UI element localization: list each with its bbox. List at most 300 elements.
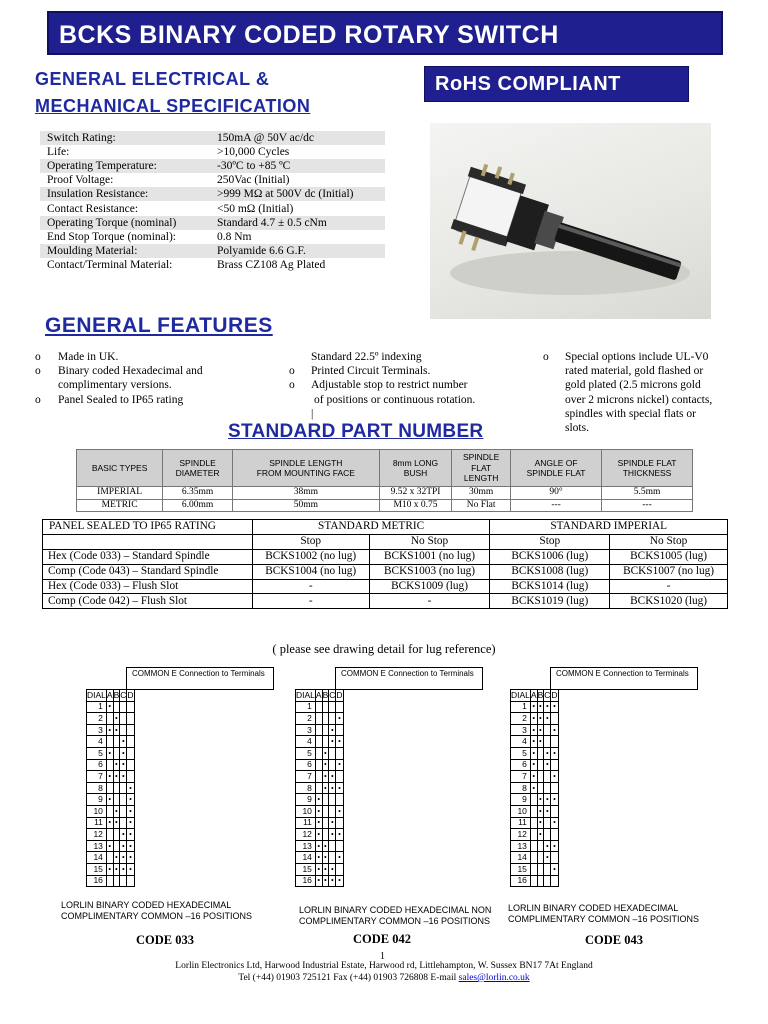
dial-number: 12 (511, 829, 531, 841)
contact-dot: • (108, 770, 112, 781)
grid-cell (120, 852, 127, 864)
grid-col-header: DIAL (511, 689, 530, 700)
contact-dot: • (552, 863, 556, 874)
grid-cell (120, 805, 127, 817)
dial-number: 10 (511, 805, 531, 817)
bullet-mark: o (35, 365, 41, 378)
grid-row (296, 805, 344, 817)
contact-dot: • (545, 759, 549, 770)
dial-number: 12 (296, 829, 316, 841)
grid-cell (336, 713, 343, 725)
grid-row (296, 863, 344, 875)
grid-cell (336, 875, 343, 887)
grid-row (296, 724, 344, 736)
grid-cell (322, 805, 329, 817)
panel-part-number: BCKS1020 (lug) (610, 594, 728, 609)
feature-item: Standard 22.5º indexing (311, 351, 422, 363)
panel-part-number: - (252, 594, 369, 609)
dial-number: 3 (87, 724, 107, 736)
grid-cell (322, 863, 329, 875)
grid-row (511, 863, 559, 875)
std-cell: --- (602, 499, 693, 512)
grid-cell (113, 863, 120, 875)
contact-dot: • (317, 852, 321, 863)
grid-row (511, 817, 559, 829)
spec-row (40, 159, 385, 173)
grid-cell (315, 875, 322, 887)
contact-dot: • (545, 701, 549, 712)
spec-value: >10,000 Cycles (217, 146, 290, 159)
contact-dot: • (552, 817, 556, 828)
panel-part-table (42, 519, 728, 609)
grid-cell (329, 736, 336, 748)
grid-caption (61, 900, 252, 922)
dial-number: 4 (87, 736, 107, 748)
std-col-header-line: BASIC TYPES (91, 462, 148, 473)
grid-row (296, 829, 344, 841)
grid-cell (120, 817, 127, 829)
grid-cell (537, 713, 544, 725)
grid-code-label: CODE 042 (353, 932, 411, 946)
grid-row (87, 817, 135, 829)
contact-dot: • (532, 759, 536, 770)
grid-cell (113, 840, 120, 852)
contact-dot: • (552, 747, 556, 758)
std-col-header (511, 450, 602, 487)
contact-dot: • (121, 852, 125, 863)
grid-col-header: C (120, 689, 127, 700)
std-col-header (77, 450, 163, 487)
panel-part-number: BCKS1004 (no lug) (252, 564, 369, 579)
dial-number: 2 (87, 713, 107, 725)
grid-cell (315, 713, 322, 725)
std-cell: 90° (511, 487, 602, 500)
spec-key: Insulation Resistance: (40, 187, 210, 201)
grid-cell (336, 724, 343, 736)
contact-dot: • (532, 747, 536, 758)
grid-row (296, 736, 344, 748)
grid-cell (336, 852, 343, 864)
grid-cell (106, 875, 113, 887)
grid-cell (113, 736, 120, 748)
spec-key: Contact/Terminal Material: (47, 258, 173, 271)
grid-cell (537, 747, 544, 759)
std-col-header (379, 450, 451, 487)
dial-number: 16 (511, 875, 531, 887)
grid-cell (120, 782, 127, 794)
contact-dot: • (121, 747, 125, 758)
panel-row (43, 579, 728, 594)
contact-dot: • (337, 805, 341, 816)
bullet-mark: o (289, 379, 295, 392)
grid-cell (336, 736, 343, 748)
rohs-label: RoHS COMPLIANT (435, 73, 621, 95)
contact-dot: • (128, 805, 132, 816)
spec-key: Life: (47, 146, 70, 159)
contact-dot: • (114, 759, 118, 770)
spec-key: End Stop Torque (nominal): (47, 230, 176, 243)
std-col-header-line: FROM MOUNTING FACE (256, 468, 355, 478)
grid-cell (537, 794, 544, 806)
std-cell: IMPERIAL (77, 487, 163, 500)
feature-item: Special options include UL-V0 (565, 351, 709, 363)
grid-cell (322, 713, 329, 725)
panel-sub-header: No Stop (369, 534, 490, 549)
grid-cell (551, 701, 558, 713)
panel-row (43, 564, 728, 579)
std-col-header-line: SPINDLE FLAT (526, 468, 586, 478)
dial-number: 7 (511, 771, 531, 783)
grid-cell (530, 817, 537, 829)
grid-cell (113, 852, 120, 864)
std-row (77, 487, 693, 500)
panel-group-row (43, 520, 728, 535)
grid-cell (322, 701, 329, 713)
grid-row (511, 736, 559, 748)
contact-dot: • (114, 770, 118, 781)
spec-row (40, 230, 385, 244)
grid-cell (106, 701, 113, 713)
spec-row (40, 201, 385, 215)
std-cell: M10 x 0.75 (379, 499, 451, 512)
dial-number: 10 (87, 805, 107, 817)
grid-cell (315, 863, 322, 875)
grid-caption-line: COMPLIMENTARY COMMON –16 POSITIONS (299, 916, 491, 926)
grid-cell (322, 794, 329, 806)
grid-col-header: B (322, 689, 329, 700)
grid-cell (120, 701, 127, 713)
grid-cell (336, 805, 343, 817)
grid-row (87, 782, 135, 794)
grid-cell (336, 771, 343, 783)
common-header: COMMON E Connection to Terminals (335, 667, 483, 690)
dial-number: 11 (511, 817, 531, 829)
dial-number: 1 (511, 701, 531, 713)
spec-row (40, 145, 385, 159)
panel-row-label: Comp (Code 043) – Standard Spindle (43, 564, 253, 579)
grid-cell (127, 782, 134, 794)
grid-cell (113, 782, 120, 794)
grid-cell (551, 771, 558, 783)
spec-value: <50 mΩ (Initial) (217, 202, 294, 215)
contact-dot: • (128, 840, 132, 851)
feature-item: slots. (565, 422, 589, 434)
contact-dot: • (330, 875, 334, 886)
contact-dot: • (121, 770, 125, 781)
dial-number: 13 (296, 840, 316, 852)
grid-cell (106, 713, 113, 725)
common-header: COMMON E Connection to Terminals (126, 667, 274, 690)
grid-cell (127, 701, 134, 713)
contact-dot: • (317, 817, 321, 828)
std-col-header-line: FLAT (471, 462, 492, 473)
dial-number: 13 (511, 840, 531, 852)
grid-cell (120, 875, 127, 887)
feature-item: Printed Circuit Terminals. (311, 365, 431, 378)
grid-cell (329, 817, 336, 829)
contact-dot: • (114, 863, 118, 874)
grid-cell (329, 829, 336, 841)
contact-dot: • (128, 828, 132, 839)
contact-dot: • (121, 828, 125, 839)
dial-number: 5 (296, 747, 316, 759)
dial-number: 11 (87, 817, 107, 829)
grid-col-header: D (127, 689, 134, 700)
grid-cell (127, 747, 134, 759)
footer-email-link[interactable]: sales@lorlin.co.uk (458, 973, 530, 983)
grid-cell (329, 759, 336, 771)
grid-cell (120, 759, 127, 771)
contact-dot: • (330, 724, 334, 735)
grid-col-header: A (530, 689, 537, 700)
contact-dot: • (121, 736, 125, 747)
grid-row (511, 771, 559, 783)
panel-part-number: BCKS1007 (no lug) (610, 564, 728, 579)
contact-dot: • (337, 712, 341, 723)
grid-cell (127, 863, 134, 875)
contact-dot: • (121, 840, 125, 851)
grid-cell (329, 701, 336, 713)
grid-cell (113, 759, 120, 771)
grid-cell (537, 817, 544, 829)
std-col-header-line: 8mm LONG (392, 457, 439, 468)
grid-col-header: A (315, 689, 322, 700)
grid-cell (106, 771, 113, 783)
grid-row (87, 701, 135, 713)
contact-dot: • (128, 782, 132, 793)
grid-cell (329, 840, 336, 852)
dial-number: 16 (296, 875, 316, 887)
contact-dot: • (337, 828, 341, 839)
panel-sub-header: No Stop (610, 534, 728, 549)
standard-part-number-heading: STANDARD PART NUMBER (228, 421, 484, 442)
grid-cell (544, 794, 551, 806)
contact-dot: • (337, 759, 341, 770)
contact-dot: • (337, 875, 341, 886)
contact-dot: • (108, 817, 112, 828)
grid-cell (315, 840, 322, 852)
grid-row (87, 747, 135, 759)
grid-cell (530, 701, 537, 713)
grid-caption-line: LORLIN BINARY CODED HEXADECIMAL (61, 900, 232, 910)
grid-cell (530, 852, 537, 864)
grid-cell (544, 875, 551, 887)
contact-dot: • (532, 712, 536, 723)
grid-cell (544, 724, 551, 736)
grid-cell (329, 747, 336, 759)
spec-value: Standard 4.7 ± 0.5 cNm (210, 216, 385, 230)
dial-number: 1 (87, 701, 107, 713)
contact-dot: • (337, 852, 341, 863)
contact-dot: • (545, 852, 549, 863)
grid-cell (127, 759, 134, 771)
contact-dot: • (545, 747, 549, 758)
std-col-header-line: LENGTH (463, 473, 499, 484)
contact-dot: • (114, 852, 118, 863)
grid-row (87, 759, 135, 771)
grid-cell (322, 771, 329, 783)
grid-cell (120, 747, 127, 759)
grid-cell (315, 724, 322, 736)
std-col-header-line: DIAMETER (175, 468, 220, 478)
dial-number: 15 (511, 863, 531, 875)
feature-item: Adjustable stop to restrict number (311, 379, 468, 392)
spec-value: 150mA @ 50V ac/dc (210, 131, 385, 145)
contact-dot: • (114, 817, 118, 828)
dial-number: 8 (296, 782, 316, 794)
spec-value: Brass CZ108 Ag Plated (217, 258, 326, 271)
grid-cell (113, 747, 120, 759)
grid-cell (537, 701, 544, 713)
grid-col-header: C (329, 689, 336, 700)
panel-title: PANEL SEALED TO IP65 RATING (49, 520, 216, 533)
grid-cell (106, 817, 113, 829)
contact-dot: • (538, 805, 542, 816)
grid-cell (530, 759, 537, 771)
grid-code-label: CODE 033 (136, 933, 194, 947)
page-number: 1 (380, 951, 385, 962)
grid-cell (315, 805, 322, 817)
grid-cell (530, 794, 537, 806)
spec-value: 250Vac (Initial) (217, 174, 290, 187)
grid-cell (544, 736, 551, 748)
panel-row-label: Hex (Code 033) – Flush Slot (43, 579, 253, 594)
contact-dot: • (330, 770, 334, 781)
std-cell: 9.52 x 32TPI (379, 487, 451, 500)
spec-key: Operating Temperature: (40, 159, 210, 173)
panel-blank (43, 534, 253, 549)
grid-cell (329, 771, 336, 783)
grid-cell (315, 771, 322, 783)
grid-cell (329, 805, 336, 817)
grid-header-row (511, 690, 559, 702)
std-cell: 50mm (232, 499, 379, 512)
contact-dot: • (323, 759, 327, 770)
grid-cell (544, 840, 551, 852)
panel-part-number: BCKS1003 (no lug) (369, 564, 490, 579)
spec-value: 0.8 Nm (217, 230, 252, 243)
code-grid-table (86, 689, 135, 887)
grid-cell (127, 736, 134, 748)
grid-cell (322, 852, 329, 864)
grid-col-header: D (336, 689, 343, 700)
grid-caption-line: COMPLIMENTARY COMMON –16 POSITIONS (61, 911, 253, 921)
contact-dot: • (108, 701, 112, 712)
grid-cell (544, 863, 551, 875)
grid-cell (544, 701, 551, 713)
dial-number: 5 (511, 747, 531, 759)
panel-sub-header: Stop (490, 534, 610, 549)
contact-dot: • (323, 852, 327, 863)
grid-cell (329, 794, 336, 806)
panel-sub-header: Stop (252, 534, 369, 549)
grid-cell (551, 817, 558, 829)
panel-part-number: BCKS1009 (lug) (369, 579, 490, 594)
panel-part-number: BCKS1002 (no lug) (252, 549, 369, 564)
grid-cell (127, 875, 134, 887)
grid-cell (336, 794, 343, 806)
grid-cell (336, 829, 343, 841)
grid-caption-line: LORLIN BINARY CODED HEXADECIMAL NON (299, 905, 492, 915)
contact-dot: • (114, 712, 118, 723)
grid-cell (127, 817, 134, 829)
grid-cell (120, 794, 127, 806)
dial-number: 3 (511, 724, 531, 736)
contact-dot: • (323, 863, 327, 874)
dial-number: 8 (87, 782, 107, 794)
grid-cell (113, 805, 120, 817)
grid-cell (329, 852, 336, 864)
grid-cell (106, 724, 113, 736)
grid-cell (544, 747, 551, 759)
grid-cell (551, 724, 558, 736)
grid-row (296, 840, 344, 852)
spec-row (40, 187, 385, 201)
contact-dot: • (532, 701, 536, 712)
contact-dot: • (545, 805, 549, 816)
contact-dot: • (323, 840, 327, 851)
grid-cell (113, 701, 120, 713)
dial-number: 4 (511, 736, 531, 748)
contact-dot: • (552, 701, 556, 712)
contact-dot: • (532, 770, 536, 781)
grid-row (511, 794, 559, 806)
grid-cell (537, 875, 544, 887)
grid-cell (120, 724, 127, 736)
grid-row (87, 724, 135, 736)
grid-cell (127, 771, 134, 783)
grid-cell (106, 759, 113, 771)
spec-row (40, 258, 385, 272)
dial-number: 11 (296, 817, 316, 829)
grid-cell (537, 759, 544, 771)
std-col-header-line: SPINDLE LENGTH (269, 457, 343, 468)
contact-dot: • (330, 817, 334, 828)
contact-dot: • (337, 782, 341, 793)
grid-cell (315, 829, 322, 841)
grid-cell (551, 863, 558, 875)
grid-cell (336, 863, 343, 875)
grid-cell (106, 863, 113, 875)
panel-part-number: BCKS1014 (lug) (490, 579, 610, 594)
grid-cell (537, 829, 544, 841)
grid-cell (530, 875, 537, 887)
feature-item: Binary coded Hexadecimal and (58, 365, 203, 378)
dial-number: 6 (511, 759, 531, 771)
grid-cell (329, 863, 336, 875)
grid-cell (336, 747, 343, 759)
contact-dot: • (128, 817, 132, 828)
contact-dot: • (128, 794, 132, 805)
grid-col-header: D (551, 689, 558, 700)
dial-number: 7 (87, 771, 107, 783)
feature-item: Made in UK. (58, 351, 119, 363)
grid-cell (336, 782, 343, 794)
contact-dot: • (317, 840, 321, 851)
grid-cell (537, 782, 544, 794)
feature-item: complimentary versions. (58, 379, 172, 392)
grid-row (87, 875, 135, 887)
grid-cell (127, 840, 134, 852)
std-cell: 5.5mm (602, 487, 693, 500)
grid-col-header: B (113, 689, 120, 700)
grid-cell (113, 875, 120, 887)
contact-dot: • (538, 736, 542, 747)
grid-cell (336, 701, 343, 713)
dial-number: 5 (87, 747, 107, 759)
grid-row (87, 805, 135, 817)
spec-heading-line1: GENERAL ELECTRICAL & (35, 69, 270, 89)
